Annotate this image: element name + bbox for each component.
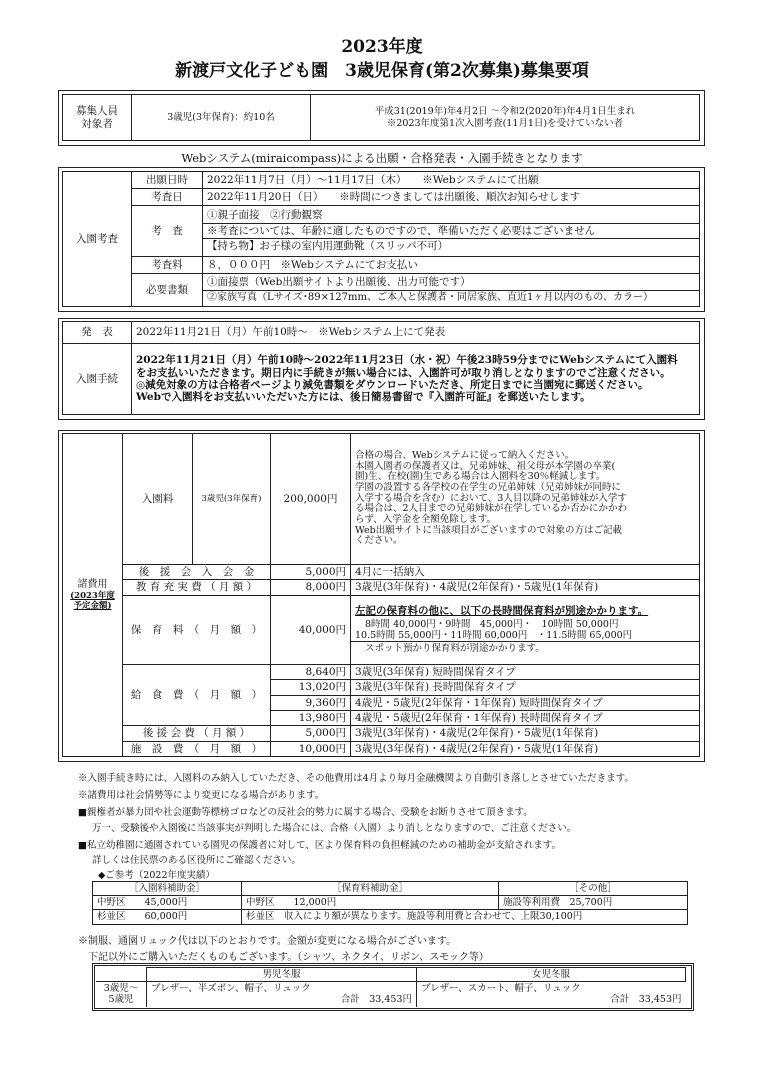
uniform-boy-total: 合計 33,453円 xyxy=(340,994,412,1006)
recruit-count: 3歳児(3年保育)：約10名 xyxy=(132,95,311,141)
document-title: 新渡戸文化子ども園 3歳児保育(第2次募集)募集要項 xyxy=(175,61,589,81)
uniform-girl-cell xyxy=(416,982,685,1007)
meal-fee-amount-4: 13,980円 xyxy=(271,710,351,725)
announce-table xyxy=(62,321,700,415)
facility-fee-amount: 10,000円 xyxy=(271,741,351,756)
entrance-fee-amount: 200,000円 xyxy=(271,434,351,565)
support-join-note: 4月に一括納入 xyxy=(351,564,700,579)
note-subsidy: ■私立幼稚園に通園されている園児の保護者に対して、区より保育料の負担軽減のための補助金が支給されます。 xyxy=(78,840,562,851)
subsidy-header-entrance: ［入園料補助金］ xyxy=(93,882,242,896)
procedure-value: 2022年11月21日（月）午前10時〜2022年11月23日（水・祝）午後23時59分までにWebシステムにて入園料 をお支払いいただきます。期日内に手続きが無い場合には、入園許可が取り消しとなりますのでご注意ください。 ◎減免対象の方は合格者ページより減免書類をダウンロードいただき、所定日までに当園宛に郵送ください。 Webで入園料をお支払いいただいた方には、後日簡易書留で『入園許可証』を郵送いたします。 xyxy=(132,344,700,415)
education-fee-amount: 8,000円 xyxy=(271,580,351,595)
support-fee-note: 3歳児(3年保育)・4歳児(2年保育)・5歳児(1年保育) xyxy=(351,726,700,741)
exam-docs-value: ①面接票（Web出願サイトより出願後、出力可能です） ②家族写真（Lサイズ･89×127mm、ご本人と保護者・同居家族、直近1ヶ月以内のもの、カラー） xyxy=(203,273,700,306)
uniform-age: 3歳児〜 5歳児 xyxy=(96,982,147,1007)
uniform-note-extra: 下記以外にご購入いただくものもございます。（シャツ、ネクタイ、リボン、スモック等） xyxy=(88,952,489,963)
uniform-boy-cell xyxy=(147,982,417,1007)
exam-fee-value: ８，０００円 ※Webシステムにてお支払い xyxy=(203,256,700,273)
education-fee-note: 3歳児(3年保育)・4歳児(2年保育)・5歳児(1年保育) xyxy=(351,580,700,595)
meal-fee-amount-3: 9,360円 xyxy=(271,695,351,710)
uniform-corner xyxy=(96,968,147,982)
meal-fee-note-3: 4歳児・5歳児(2年保育・1年保育) 短時間保育タイプ xyxy=(351,695,700,710)
uniform-note: ※制服、通園リュック代は以下のとおりです。金額が変更になる場合がございます。 xyxy=(78,936,457,947)
recruit-table xyxy=(62,94,700,141)
meal-fee-note-2: 3歳児(3年保育) 長時間保育タイプ xyxy=(351,680,700,695)
recruit-eligibility: 平成31(2019年)年4月2日 〜令和2(2020年)年4月1日生まれ ※2023年度第1次入園考査(11月1日)を受けていない者 xyxy=(311,95,700,141)
entrance-fee-note: 合格の場合、Webシステムに従って納入ください。 本園入園者の保護者又は、兄弟姉妹、祖父母が本学園の卒業( 園)生、在校(園)生である場合は入園料を30％軽減します。 学園の設置する各学校の在学生の兄弟姉妹（兄弟姉妹が同時に 入学する場合を含む）において、3人目以降の兄弟姉妹が入学す る場合は、2人目までの兄弟姉妹が在学しているか否かにかかわ らず、入学金を全額免除します。 Web出願サイトに当該項目がございますので対象の方はご記載 ください。 xyxy=(351,434,700,565)
document-year: 2023年度 xyxy=(341,37,423,57)
exam-fee-label: 考査料 xyxy=(132,256,203,273)
note-auto-debit: ※入園手続き時には、入園料のみ納入していただき、その他費用は4月より毎月金融機関より自動引き落しとさせていただきます。 xyxy=(78,773,634,784)
exam-docs-label: 必要書類 xyxy=(132,273,203,306)
exam-content-value: ①親子面接 ②行動観察 ※考査については、年齢に適したものですので、準備いただく必要はございません 【持ち物】お子様の室内用運動靴（スリッパ不可） xyxy=(203,206,700,257)
meal-fee-note-4: 4歳児・5歳児(2年保育・1年保育) 長時間保育タイプ xyxy=(351,710,700,725)
subsidy-nakano-entrance: 中野区 45,000円 xyxy=(93,896,242,910)
uniform-girl-items: ブレザー、スカート、帽子、リュック xyxy=(420,983,581,995)
facility-fee-label: 施 設 費 （ 月 額 ） xyxy=(123,741,271,756)
subsidy-suginami-entrance: 杉並区 60,000円 xyxy=(93,910,242,924)
exam-content-label: 考 査 xyxy=(132,206,203,257)
meal-fee-amount-1: 8,640円 xyxy=(271,664,351,679)
support-join-label: 後 援 会 入 会 金 xyxy=(123,564,271,579)
web-system-notice: Webシステム(miraicompass)による出願・合格発表・入園手続きとなります xyxy=(181,151,583,165)
meal-fee-note-1: 3歳児(3年保育) 短時間保育タイプ xyxy=(351,664,700,679)
note-subsidy-detail: 詳しくは住民票のある区役所にご確認ください。 xyxy=(92,855,302,866)
announce-value: 2022年11月21日（月）午前10時〜 ※Webシステム上にて発表 xyxy=(132,322,700,344)
subsidy-nakano-other: 施設等利用費 25,700円 xyxy=(499,896,688,910)
recruit-label: 募集人員 対象者 xyxy=(63,95,132,141)
fees-section-label: 諸費用 (2023年度 予定金額) xyxy=(63,434,123,757)
exam-apply-label: 出願日時 xyxy=(132,172,203,189)
exam-table xyxy=(62,171,700,307)
note-antisocial: ■親権者が暴力団や社会運動等標榜ゴロなどの反社会的勢力に属する場合、受験をお断りさせて頂きます。 xyxy=(78,807,533,818)
exam-date-value: 2022年11月20日（日） ※時間につきましては出願後、順次お知らせします xyxy=(203,189,700,206)
uniform-header-girl: 女児冬服 xyxy=(416,968,685,982)
fees-table xyxy=(62,433,700,757)
note-antisocial-detail: 万一、受験後や入園後に当該事実が判明した場合には、合格（入園）より消しとなりますので、ご注意ください。 xyxy=(92,823,577,834)
announce-label: 発 表 xyxy=(63,322,132,344)
uniform-header-boy: 男児冬服 xyxy=(147,968,417,982)
reference-title: ◆ご参考（2022年度実績） xyxy=(98,870,215,881)
subsidy-nakano-childcare: 中野区 12,000円 xyxy=(242,896,499,910)
meal-fee-label: 給 食 費 （ 月 額 ） xyxy=(123,664,271,726)
support-fee-label: 後 援 会 費 （ 月 額 ） xyxy=(123,726,271,741)
procedure-label: 入園手続 xyxy=(63,344,132,415)
support-fee-amount: 5,000円 xyxy=(271,726,351,741)
uniform-boy-items: ブレザー、半ズボン、帽子、リュック xyxy=(151,983,311,995)
entrance-fee-sub: 3歳児(3年保育) xyxy=(193,434,271,565)
subsidy-header-other: ［その他］ xyxy=(499,882,688,896)
exam-date-label: 考査日 xyxy=(132,189,203,206)
subsidy-suginami-childcare: 杉並区 収入により額が異なります。施設等利用費と合わせて、上限30,100円 xyxy=(242,910,688,924)
childcare-fee-amount: 40,000円 xyxy=(271,595,351,664)
meal-fee-amount-2: 13,020円 xyxy=(271,680,351,695)
uniform-table xyxy=(96,967,686,1007)
exam-section-label: 入園考査 xyxy=(63,172,132,307)
childcare-fee-note: 左記の保育料の他に、以下の長時間保育料が別途かかります。 8時間 40,000円・9時間 45,000円・ 10時間 50,000円 10.5時間 55,000円・11時間 60,000円 ・11.5時間 65,000円 スポット預かり保育料が別途かかります。 xyxy=(351,595,700,664)
childcare-fee-label: 保 育 料 （ 月 額 ） xyxy=(123,595,271,664)
education-fee-label: 教 育 充 実 費 （ 月 額 ） xyxy=(123,580,271,595)
note-fee-change: ※諸費用は社会情勢等により変更になる場合があります。 xyxy=(78,790,325,801)
subsidy-header-childcare: ［保育料補助金］ xyxy=(242,882,499,896)
exam-apply-value: 2022年11月7日（月）〜11月17日（木） ※Webシステムにて出願 xyxy=(203,172,700,189)
facility-fee-note: 3歳児(3年保育)・4歳児(2年保育)・5歳児(1年保育) xyxy=(351,741,700,756)
support-join-amount: 5,000円 xyxy=(271,564,351,579)
entrance-fee-label: 入園料 xyxy=(123,434,193,565)
uniform-girl-total: 合計 33,453円 xyxy=(610,994,682,1006)
subsidy-table xyxy=(92,881,688,925)
